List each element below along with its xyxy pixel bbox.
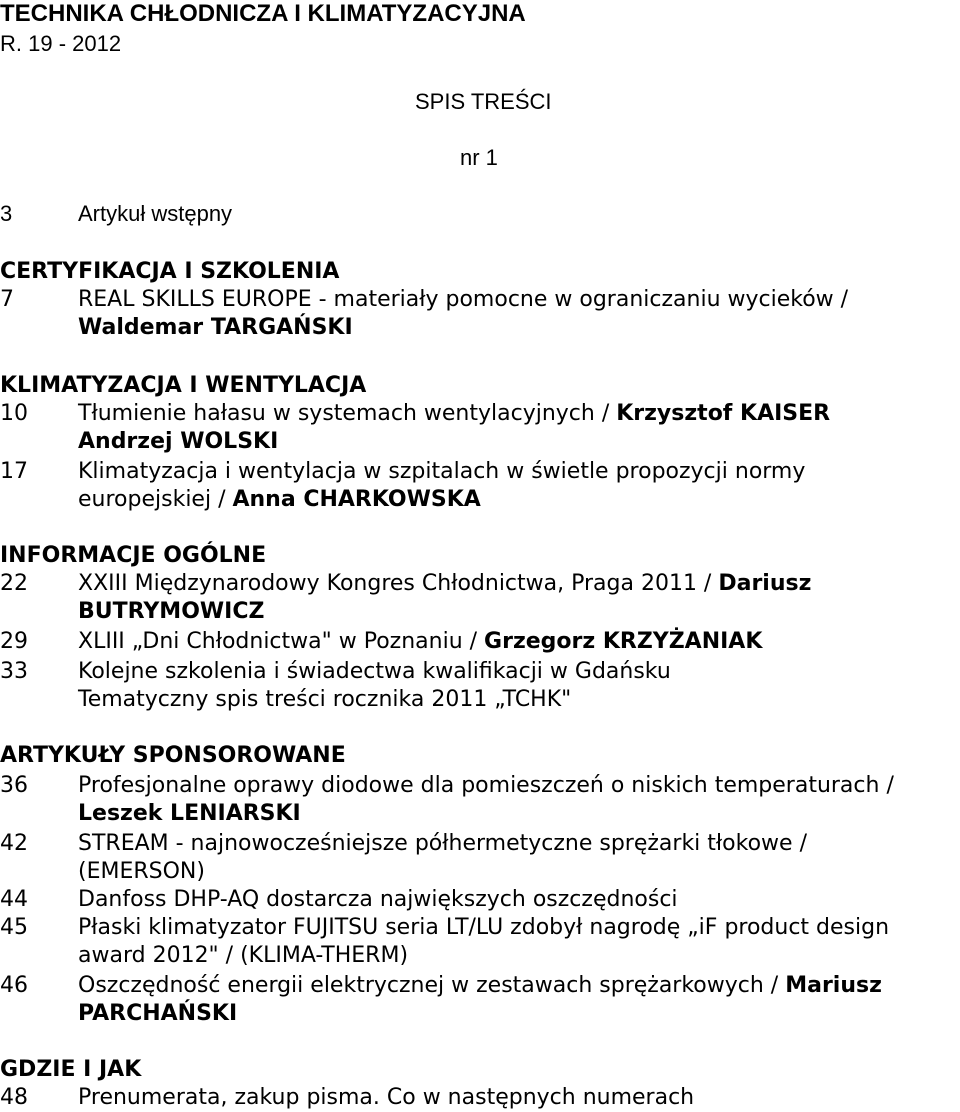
entry-title [78, 400, 830, 428]
toc-entry [0, 772, 960, 800]
toc-entry [0, 286, 960, 314]
entry-author: Krzysztof KAISER [616, 401, 831, 426]
journal-title: TECHNIKA CHŁODNICZA I KLIMATYZACYJNA [0, 0, 526, 27]
entry-title-text: XLIII „Dni Chłodnictwa" w Poznaniu / [78, 629, 485, 654]
entry-title: STREAM - najnowocześniejsze półhermetyczne sprężarki tłokowe / [78, 831, 807, 856]
toc-entry-continuation [0, 428, 960, 456]
entry-title-text: Tłumienie hałasu w systemach wentylacyjnych / [78, 401, 617, 426]
entry-title-text: Oszczędność energii elektrycznej w zestawach sprężarkowych / [78, 973, 786, 998]
entry-title: award 2012" / (KLIMA-THERM) [78, 943, 409, 968]
entry-author: Leszek LENIARSKI [78, 801, 301, 826]
entry-page-number: 46 [0, 973, 28, 998]
toc-entry-intro [0, 200, 960, 228]
toc-entry [0, 570, 960, 598]
section-heading-certification: CERTYFIKACJA I SZKOLENIA [0, 259, 340, 284]
toc-entry [0, 1084, 960, 1112]
contents-title: SPIS TREŚCI [415, 89, 552, 114]
entry-title: Płaski klimatyzator FUJITSU seria LT/LU zdobył nagrodę „iF product design [78, 915, 890, 940]
entry-author: Dariusz [718, 571, 812, 596]
entry-title [78, 628, 762, 656]
toc-entry [0, 830, 960, 858]
entry-page-number: 48 [0, 1085, 28, 1110]
toc-entry-continuation [0, 486, 960, 514]
toc-entry-continuation [0, 598, 960, 626]
entry-title-text: XXIII Międzynarodowy Kongres Chłodnictwa, Praga 2011 / [78, 571, 719, 596]
entry-title: Profesjonalne oprawy diodowe dla pomieszczeń o niskich temperaturach / [78, 773, 894, 798]
section-heading-air-conditioning: KLIMATYZACJA I WENTYLACJA [0, 373, 367, 398]
entry-author: Anna CHARKOWSKA [232, 487, 481, 512]
toc-entry-continuation [0, 800, 960, 828]
entry-title [78, 570, 811, 598]
entry-author: Waldemar TARGAŃSKI [78, 315, 353, 340]
toc-entry [0, 400, 960, 428]
toc-entry-continuation [0, 314, 960, 342]
section-heading-sponsored-articles: ARTYKUŁY SPONSOROWANE [0, 743, 346, 768]
entry-author: Mariusz [785, 973, 882, 998]
entry-page-number: 36 [0, 773, 28, 798]
toc-entry [0, 914, 960, 942]
entry-title: (EMERSON) [78, 859, 205, 884]
issue-number: nr 1 [460, 145, 498, 170]
toc-entry [0, 886, 960, 914]
entry-title: Danfoss DHP-AQ dostarcza największych oszczędności [78, 887, 678, 912]
toc-entry-continuation [0, 1000, 960, 1028]
toc-entry [0, 628, 960, 656]
toc-entry-continuation [0, 686, 960, 714]
entry-title: Klimatyzacja i wentylacja w szpitalach w świetle propozycji normy [78, 459, 806, 484]
entry-page-number: 44 [0, 887, 28, 912]
entry-page-number: 45 [0, 915, 28, 940]
entry-author: BUTRYMOWICZ [78, 599, 265, 624]
issue-year: R. 19 - 2012 [0, 31, 122, 56]
entry-title: Tematyczny spis treści rocznika 2011 „TCHK" [78, 687, 572, 712]
entry-page-number: 17 [0, 459, 28, 484]
section-heading-general-information: INFORMACJE OGÓLNE [0, 543, 267, 568]
entry-title: Artykuł wstępny [78, 201, 233, 226]
entry-page-number: 33 [0, 659, 28, 684]
entry-title-text: europejskiej / [78, 487, 233, 512]
entry-page-number: 29 [0, 629, 28, 654]
entry-title [78, 972, 882, 1000]
entry-author: Andrzej WOLSKI [78, 429, 279, 454]
entry-page-number: 22 [0, 571, 28, 596]
toc-entry [0, 658, 960, 686]
entry-author: Grzegorz KRZYŻANIAK [484, 629, 763, 654]
toc-entry [0, 972, 960, 1000]
entry-page-number: 7 [0, 287, 14, 312]
entry-page-number: 3 [0, 201, 13, 226]
entry-title: Kolejne szkolenia i świadectwa kwalifikacji w Gdańsku [78, 659, 671, 684]
section-heading-where-and-how: GDZIE I JAK [0, 1057, 142, 1082]
entry-title [78, 486, 481, 514]
entry-title: REAL SKILLS EUROPE - materiały pomocne w ograniczaniu wycieków / [78, 287, 849, 312]
toc-entry [0, 458, 960, 486]
toc-entry-continuation [0, 942, 960, 970]
entry-page-number: 42 [0, 831, 28, 856]
toc-entry-continuation [0, 858, 960, 886]
entry-page-number: 10 [0, 401, 28, 426]
entry-title: Prenumerata, zakup pisma. Co w następnych numerach [78, 1085, 695, 1110]
entry-author: PARCHAŃSKI [78, 1001, 238, 1026]
